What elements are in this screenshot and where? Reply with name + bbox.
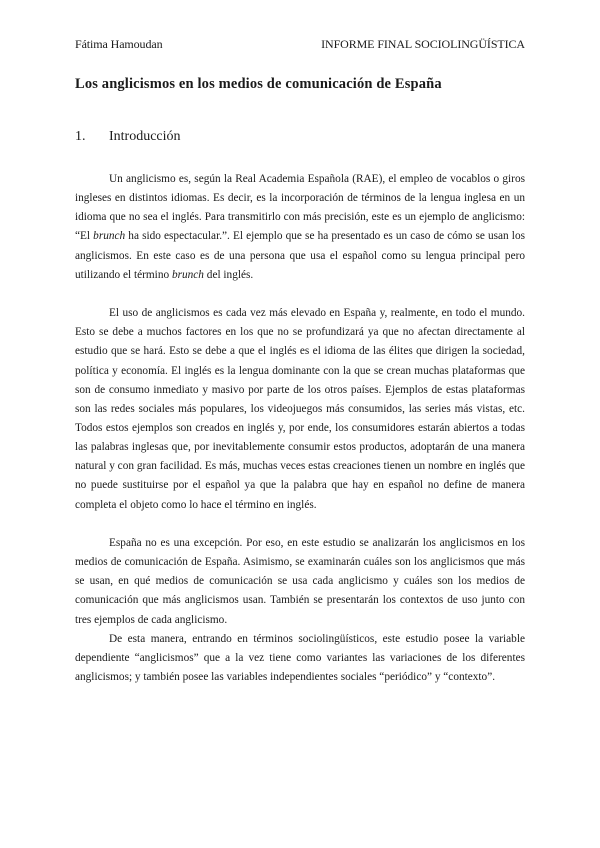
paragraph-1-emphasis-1: brunch (93, 230, 126, 243)
paragraph-1-text-a: Un anglicismo es, según la Real Academia Española (RAE), el empleo de vocablos o giros ingleses en distintos idiomas. Es decir, es la incorporación de términos de la lengua inglesa en un idioma que no sea el inglés. Para transmitirlo con más precisión, este es un ejemplo de anglicismo: “El (75, 173, 525, 243)
header-report-title: INFORME FINAL SOCIOLINGÜÍSTICA (321, 37, 525, 51)
paragraph-4: De esta manera, entrando en términos sociolingüísticos, este estudio posee la variable dependiente “anglicismos” que a la vez tiene como variantes las variaciones de los diferentes anglicismos; y también posee las variables independientes sociales “periódico” y “contexto”. (75, 632, 525, 684)
section-heading (75, 129, 181, 145)
document-title: Los anglicismos en los medios de comunicación de España (75, 76, 442, 92)
paragraph-2: El uso de anglicismos es cada vez más elevado en España y, realmente, en todo el mundo. Esto se debe a muchos factores en los que no se profundizará ya que no afectan directamente al estudio que se hará. Esto se debe a que el inglés es el idioma de las élites que dirigen la sociedad, política y economía. El inglés es la lengua dominante con la que se crean muchas plataformas que son de consumo inmediato y masivo por parte de los otros países. Ejemplos de estas plataformas son las redes sociales más populares, los videojuegos más consumidos, las series más vistas, etc. Todos estos ejemplos son creados en inglés y, por ende, los consumidores estarán abiertos a todas las palabras inglesas que, por inevitablemente consumir estos productos, adoptarán de una manera natural y con gran facilidad. Es más, muchas veces estas creaciones tienen un nombre en inglés que no puede sustituirse por el español ya que la palabra que hay en español no define de manera completa el objeto como lo hace el término en inglés. (75, 307, 525, 511)
paragraph-1-emphasis-2: brunch (171, 268, 204, 281)
section-title: Introducción (109, 129, 181, 144)
page-header (75, 37, 525, 52)
paragraph-1 (75, 170, 525, 285)
paragraph-1-text-c: del inglés. (203, 268, 254, 281)
paragraph-3: España no es una excepción. Por eso, en este estudio se analizarán los anglicismos en los medios de comunicación de España. Asimismo, se examinarán cuáles son los anglicismos que más se usan, en qué medios de comunicación se usa cada anglicismo y cuáles son los medios de comunicación que más anglicismos usan. También se presentarán los contextos de uso junto con tres ejemplos de cada anglicismo. (75, 536, 525, 626)
section-number: 1. (75, 129, 86, 144)
document-body (75, 170, 525, 687)
header-author: Fátima Hamoudan (75, 37, 163, 51)
paragraph-1-text-b: ha sido espectacular.”. El ejemplo que se ha presentado es un caso de cómo se usan los anglicismos. En este caso es de una persona que usa el español como su lengua principal pero utilizando el término (75, 230, 525, 281)
